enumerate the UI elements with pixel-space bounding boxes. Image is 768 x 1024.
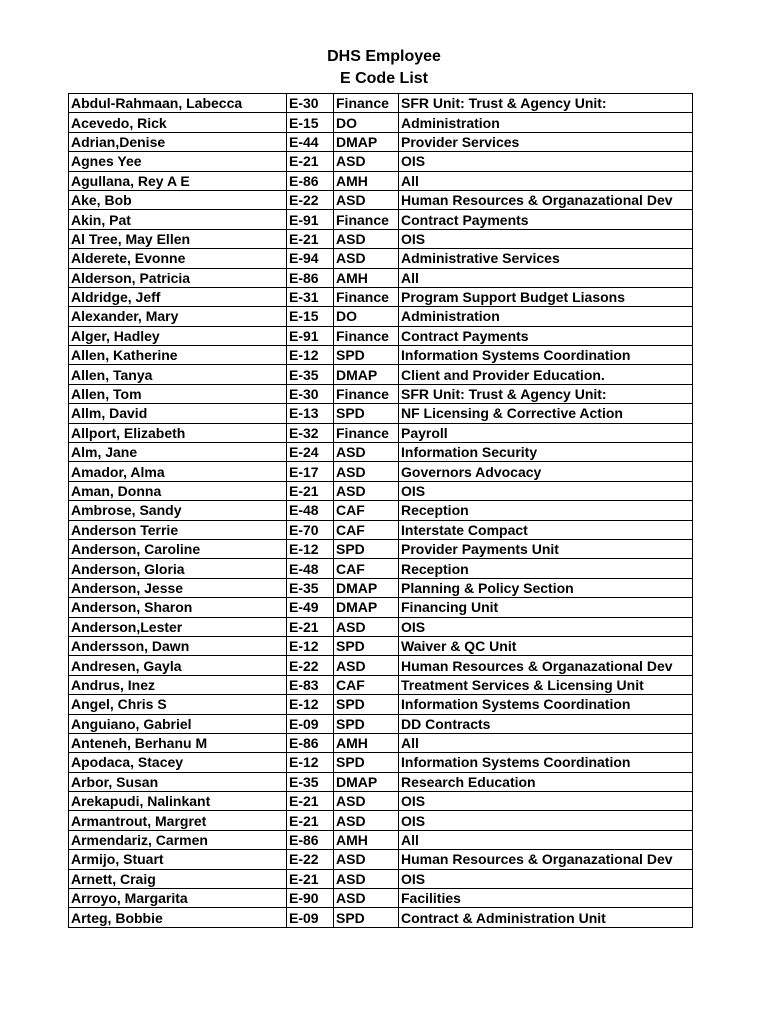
e-code-cell: E-21 [287,229,334,248]
table-row [69,229,693,248]
employee-name-cell: Andrus, Inez [69,675,287,694]
table-row [69,171,693,190]
employee-name-cell: Alger, Hadley [69,326,287,345]
employee-name-cell: Acevedo, Rick [69,113,287,132]
division-cell: ASD [334,190,399,209]
table-row [69,656,693,675]
table-row [69,636,693,655]
table-row [69,113,693,132]
employee-name-cell: Alderson, Patricia [69,268,287,287]
employee-name-cell: Alderete, Evonne [69,249,287,268]
unit-cell: Human Resources & Organazational Dev [399,850,693,869]
table-row [69,830,693,849]
unit-cell: SFR Unit: Trust & Agency Unit: [399,384,693,403]
division-cell: AMH [334,733,399,752]
employee-name-cell: Alm, Jane [69,443,287,462]
table-row [69,772,693,791]
employee-name-cell: Anderson,Lester [69,617,287,636]
table-row [69,287,693,306]
e-code-cell: E-15 [287,307,334,326]
unit-cell: Governors Advocacy [399,462,693,481]
unit-cell: OIS [399,229,693,248]
division-cell: ASD [334,443,399,462]
division-cell: ASD [334,811,399,830]
e-code-cell: E-21 [287,869,334,888]
e-code-cell: E-30 [287,94,334,113]
employee-name-cell: Anderson, Sharon [69,598,287,617]
unit-cell: Research Education [399,772,693,791]
employee-name-cell: Allen, Katherine [69,346,287,365]
table-row [69,404,693,423]
employee-name-cell: Ake, Bob [69,190,287,209]
e-code-cell: E-22 [287,850,334,869]
division-cell: AMH [334,171,399,190]
unit-cell: Payroll [399,423,693,442]
e-code-cell: E-12 [287,695,334,714]
table-row [69,132,693,151]
table-row [69,268,693,287]
unit-cell: Information Systems Coordination [399,695,693,714]
employee-name-cell: Anguiano, Gabriel [69,714,287,733]
employee-name-cell: Al Tree, May Ellen [69,229,287,248]
unit-cell: OIS [399,811,693,830]
e-code-cell: E-24 [287,443,334,462]
employee-name-cell: Abdul-Rahmaan, Labecca [69,94,287,113]
table-row [69,869,693,888]
unit-cell: Information Security [399,443,693,462]
division-cell: Finance [334,94,399,113]
employee-name-cell: Ambrose, Sandy [69,501,287,520]
unit-cell: Waiver & QC Unit [399,636,693,655]
e-code-cell: E-21 [287,481,334,500]
e-code-cell: E-30 [287,384,334,403]
division-cell: SPD [334,346,399,365]
division-cell: ASD [334,889,399,908]
division-cell: ASD [334,869,399,888]
e-code-cell: E-49 [287,598,334,617]
e-code-cell: E-86 [287,171,334,190]
employee-name-cell: Allen, Tanya [69,365,287,384]
table-row [69,481,693,500]
table-row [69,559,693,578]
employee-name-cell: Armijo, Stuart [69,850,287,869]
employee-name-cell: Arteg, Bobbie [69,908,287,927]
employee-code-table [68,93,693,928]
employee-name-cell: Andersson, Dawn [69,636,287,655]
table-row [69,617,693,636]
employee-name-cell: Amador, Alma [69,462,287,481]
table-row [69,520,693,539]
e-code-cell: E-32 [287,423,334,442]
division-cell: SPD [334,539,399,558]
e-code-cell: E-21 [287,792,334,811]
unit-cell: Reception [399,501,693,520]
unit-cell: All [399,171,693,190]
employee-name-cell: Andresen, Gayla [69,656,287,675]
e-code-cell: E-91 [287,210,334,229]
table-row [69,94,693,113]
division-cell: ASD [334,617,399,636]
table-row [69,249,693,268]
e-code-cell: E-48 [287,559,334,578]
division-cell: SPD [334,714,399,733]
employee-rows [69,94,693,928]
unit-cell: Contract Payments [399,210,693,229]
e-code-cell: E-48 [287,501,334,520]
e-code-cell: E-22 [287,656,334,675]
table-row [69,423,693,442]
unit-cell: Administration [399,307,693,326]
unit-cell: Human Resources & Organazational Dev [399,190,693,209]
table-row [69,578,693,597]
e-code-cell: E-83 [287,675,334,694]
e-code-cell: E-94 [287,249,334,268]
division-cell: ASD [334,792,399,811]
e-code-cell: E-21 [287,617,334,636]
division-cell: SPD [334,753,399,772]
unit-cell: Information Systems Coordination [399,346,693,365]
employee-name-cell: Agnes Yee [69,152,287,171]
table-row [69,792,693,811]
unit-cell: Program Support Budget Liasons [399,287,693,306]
table-row [69,210,693,229]
employee-name-cell: Aldridge, Jeff [69,287,287,306]
e-code-cell: E-91 [287,326,334,345]
e-code-cell: E-15 [287,113,334,132]
division-cell: ASD [334,481,399,500]
e-code-cell: E-09 [287,908,334,927]
table-row [69,889,693,908]
unit-cell: Facilities [399,889,693,908]
table-row [69,307,693,326]
employee-name-cell: Akin, Pat [69,210,287,229]
unit-cell: OIS [399,792,693,811]
division-cell: SPD [334,908,399,927]
division-cell: SPD [334,404,399,423]
table-row [69,753,693,772]
table-row [69,443,693,462]
unit-cell: Administration [399,113,693,132]
employee-name-cell: Apodaca, Stacey [69,753,287,772]
unit-cell: OIS [399,869,693,888]
e-code-cell: E-35 [287,578,334,597]
table-row [69,152,693,171]
division-cell: Finance [334,210,399,229]
division-cell: DMAP [334,578,399,597]
e-code-cell: E-13 [287,404,334,423]
table-row [69,733,693,752]
table-row [69,598,693,617]
division-cell: ASD [334,229,399,248]
unit-cell: Provider Payments Unit [399,539,693,558]
e-code-cell: E-35 [287,772,334,791]
unit-cell: Human Resources & Organazational Dev [399,656,693,675]
employee-name-cell: Aman, Donna [69,481,287,500]
division-cell: ASD [334,152,399,171]
title-line-2: E Code List [339,70,428,87]
unit-cell: Financing Unit [399,598,693,617]
table-row [69,501,693,520]
e-code-cell: E-86 [287,733,334,752]
table-row [69,462,693,481]
table-row [69,850,693,869]
e-code-cell: E-44 [287,132,334,151]
unit-cell: Provider Services [399,132,693,151]
unit-cell: OIS [399,617,693,636]
division-cell: DMAP [334,772,399,791]
division-cell: DMAP [334,365,399,384]
employee-name-cell: Anderson, Caroline [69,539,287,558]
division-cell: SPD [334,636,399,655]
unit-cell: Contract & Administration Unit [399,908,693,927]
unit-cell: Reception [399,559,693,578]
employee-name-cell: Arekapudi, Nalinkant [69,792,287,811]
e-code-cell: E-09 [287,714,334,733]
document-title [0,46,768,90]
unit-cell: Client and Provider Education. [399,365,693,384]
division-cell: ASD [334,249,399,268]
employee-name-cell: Angel, Chris S [69,695,287,714]
employee-name-cell: Allen, Tom [69,384,287,403]
e-code-cell: E-70 [287,520,334,539]
unit-cell: All [399,830,693,849]
employee-name-cell: Arroyo, Margarita [69,889,287,908]
employee-name-cell: Armendariz, Carmen [69,830,287,849]
division-cell: ASD [334,656,399,675]
table-row [69,695,693,714]
table-row [69,365,693,384]
division-cell: AMH [334,268,399,287]
unit-cell: Interstate Compact [399,520,693,539]
employee-name-cell: Anteneh, Berhanu M [69,733,287,752]
division-cell: Finance [334,287,399,306]
e-code-cell: E-86 [287,268,334,287]
e-code-cell: E-17 [287,462,334,481]
e-code-cell: E-12 [287,753,334,772]
table-row [69,908,693,927]
employee-name-cell: Armantrout, Margret [69,811,287,830]
division-cell: ASD [334,462,399,481]
table-row [69,675,693,694]
e-code-cell: E-90 [287,889,334,908]
table-row [69,384,693,403]
division-cell: Finance [334,326,399,345]
employee-name-cell: Anderson, Jesse [69,578,287,597]
title-line-1: DHS Employee [327,48,441,65]
unit-cell: Administrative Services [399,249,693,268]
division-cell: CAF [334,559,399,578]
table-row [69,714,693,733]
unit-cell: SFR Unit: Trust & Agency Unit: [399,94,693,113]
e-code-cell: E-35 [287,365,334,384]
division-cell: DMAP [334,598,399,617]
table-row [69,190,693,209]
division-cell: Finance [334,423,399,442]
table-row [69,326,693,345]
e-code-cell: E-12 [287,539,334,558]
e-code-cell: E-22 [287,190,334,209]
e-code-cell: E-21 [287,811,334,830]
e-code-cell: E-12 [287,346,334,365]
division-cell: AMH [334,830,399,849]
unit-cell: Planning & Policy Section [399,578,693,597]
employee-name-cell: Adrian,Denise [69,132,287,151]
unit-cell: Contract Payments [399,326,693,345]
e-code-cell: E-21 [287,152,334,171]
division-cell: CAF [334,675,399,694]
division-cell: DO [334,113,399,132]
division-cell: ASD [334,850,399,869]
table-row [69,539,693,558]
e-code-cell: E-86 [287,830,334,849]
employee-name-cell: Agullana, Rey A E [69,171,287,190]
employee-name-cell: Allm, David [69,404,287,423]
employee-name-cell: Arbor, Susan [69,772,287,791]
e-code-cell: E-12 [287,636,334,655]
table-row [69,346,693,365]
employee-name-cell: Allport, Elizabeth [69,423,287,442]
unit-cell: NF Licensing & Corrective Action [399,404,693,423]
division-cell: DMAP [334,132,399,151]
unit-cell: Information Systems Coordination [399,753,693,772]
unit-cell: OIS [399,152,693,171]
employee-name-cell: Anderson Terrie [69,520,287,539]
employee-name-cell: Arnett, Craig [69,869,287,888]
employee-name-cell: Alexander, Mary [69,307,287,326]
division-cell: CAF [334,520,399,539]
table-row [69,811,693,830]
division-cell: Finance [334,384,399,403]
unit-cell: OIS [399,481,693,500]
division-cell: CAF [334,501,399,520]
unit-cell: Treatment Services & Licensing Unit [399,675,693,694]
unit-cell: All [399,268,693,287]
e-code-cell: E-31 [287,287,334,306]
unit-cell: DD Contracts [399,714,693,733]
division-cell: DO [334,307,399,326]
division-cell: SPD [334,695,399,714]
unit-cell: All [399,733,693,752]
employee-name-cell: Anderson, Gloria [69,559,287,578]
